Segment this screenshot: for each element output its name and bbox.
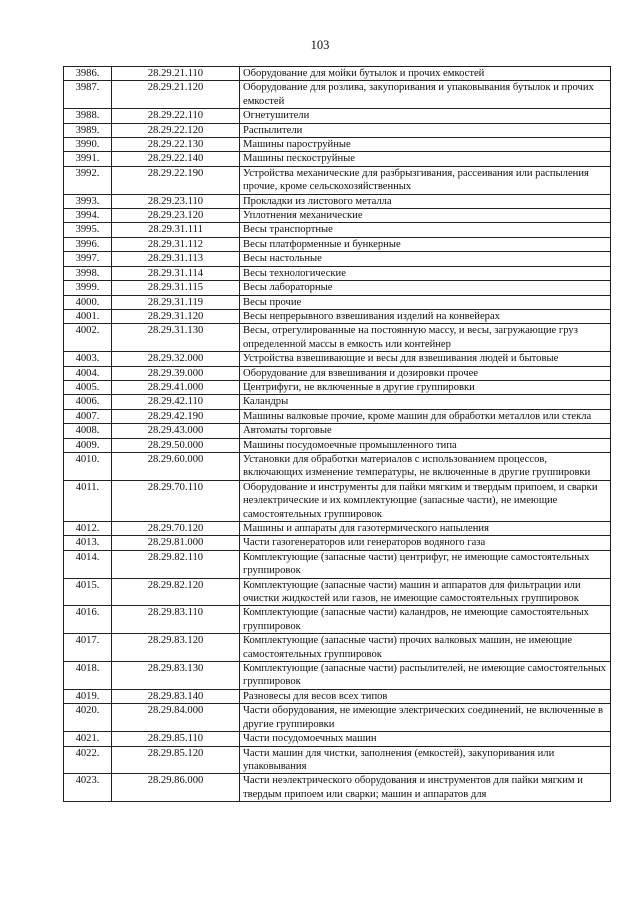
table-row: [64, 689, 611, 703]
table-row: [64, 352, 611, 366]
table-row: [64, 109, 611, 123]
table-row: [64, 152, 611, 166]
code-cell: 28.29.42.110: [112, 395, 240, 409]
row-number-cell: 4015.: [64, 578, 112, 606]
row-number-cell: 4009.: [64, 438, 112, 452]
row-number-cell: 3992.: [64, 166, 112, 194]
row-number-cell: 4001.: [64, 309, 112, 323]
row-number-cell: 4019.: [64, 689, 112, 703]
code-cell: 28.29.32.000: [112, 352, 240, 366]
name-cell: Комплектующие (запасные части) каландров, не имеющие самостоятельных группировок: [240, 606, 611, 634]
table-row: [64, 452, 611, 480]
row-number-cell: 3987.: [64, 81, 112, 109]
name-cell: Весы технологические: [240, 266, 611, 280]
row-number-cell: 3988.: [64, 109, 112, 123]
name-cell: Распылители: [240, 123, 611, 137]
table-row: [64, 295, 611, 309]
name-cell: Весы, отрегулированные на постоянную массу, и весы, загружающие груз определенной массы в емкость или контейнер: [240, 324, 611, 352]
code-cell: 28.29.21.110: [112, 67, 240, 81]
code-cell: 28.29.31.120: [112, 309, 240, 323]
table-row: [64, 774, 611, 802]
code-cell: 28.29.31.113: [112, 252, 240, 266]
name-cell: Весы непрерывного взвешивания изделий на конвейерах: [240, 309, 611, 323]
table-row: [64, 223, 611, 237]
code-cell: 28.29.60.000: [112, 452, 240, 480]
table-row: [64, 424, 611, 438]
page-number: 103: [310, 38, 330, 52]
table-row: [64, 634, 611, 662]
row-number-cell: 3999.: [64, 281, 112, 295]
code-cell: 28.29.39.000: [112, 366, 240, 380]
table-row: [64, 704, 611, 732]
row-number-cell: 4013.: [64, 536, 112, 550]
name-cell: Уплотнения механические: [240, 209, 611, 223]
table-row: [64, 662, 611, 690]
name-cell: Машины и аппараты для газотермического напыления: [240, 522, 611, 536]
row-number-cell: 4008.: [64, 424, 112, 438]
table-row: [64, 606, 611, 634]
table-row: [64, 281, 611, 295]
code-cell: 28.29.31.119: [112, 295, 240, 309]
row-number-cell: 3997.: [64, 252, 112, 266]
row-number-cell: 4014.: [64, 550, 112, 578]
name-cell: Части газогенераторов или генераторов водяного газа: [240, 536, 611, 550]
name-cell: Весы лабораторные: [240, 281, 611, 295]
classification-table: [63, 66, 611, 802]
row-number-cell: 3991.: [64, 152, 112, 166]
row-number-cell: 4005.: [64, 380, 112, 394]
name-cell: Установки для обработки материалов с использованием процессов, включающих изменение температуры, не включенные в другие группировки: [240, 452, 611, 480]
table-row: [64, 480, 611, 521]
code-cell: 28.29.86.000: [112, 774, 240, 802]
row-number-cell: 3986.: [64, 67, 112, 81]
code-cell: 28.29.31.111: [112, 223, 240, 237]
name-cell: Автоматы торговые: [240, 424, 611, 438]
table-row: [64, 380, 611, 394]
name-cell: Комплектующие (запасные части) распылителей, не имеющие самостоятельных группировок: [240, 662, 611, 690]
code-cell: 28.29.84.000: [112, 704, 240, 732]
table-row: [64, 578, 611, 606]
code-cell: 28.29.22.140: [112, 152, 240, 166]
row-number-cell: 3990.: [64, 138, 112, 152]
row-number-cell: 4011.: [64, 480, 112, 521]
code-cell: 28.29.83.130: [112, 662, 240, 690]
code-cell: 28.29.82.110: [112, 550, 240, 578]
code-cell: 28.29.22.120: [112, 123, 240, 137]
table-body: [64, 67, 611, 802]
name-cell: Устройства механические для разбрызгивания, рассеивания или распыления прочие, кроме сельскохозяйственных: [240, 166, 611, 194]
code-cell: 28.29.83.120: [112, 634, 240, 662]
row-number-cell: 4020.: [64, 704, 112, 732]
row-number-cell: 4023.: [64, 774, 112, 802]
code-cell: 28.29.70.120: [112, 522, 240, 536]
name-cell: Устройства взвешивающие и весы для взвешивания людей и бытовые: [240, 352, 611, 366]
table-row: [64, 237, 611, 251]
code-cell: 28.29.23.120: [112, 209, 240, 223]
name-cell: Весы прочие: [240, 295, 611, 309]
table-row: [64, 746, 611, 774]
table-row: [64, 550, 611, 578]
code-cell: 28.29.43.000: [112, 424, 240, 438]
table-row: [64, 67, 611, 81]
table-row: [64, 309, 611, 323]
name-cell: Части неэлектрического оборудования и инструментов для пайки мягким и твердым припоем или сварки; машин и аппаратов для: [240, 774, 611, 802]
name-cell: Огнетушители: [240, 109, 611, 123]
name-cell: Комплектующие (запасные части) прочих валковых машин, не имеющие самостоятельных группировок: [240, 634, 611, 662]
code-cell: 28.29.83.140: [112, 689, 240, 703]
table-row: [64, 395, 611, 409]
row-number-cell: 4022.: [64, 746, 112, 774]
name-cell: Части машин для чистки, заполнения (емкостей), закупоривания или упаковывания: [240, 746, 611, 774]
code-cell: 28.29.21.120: [112, 81, 240, 109]
name-cell: Весы настольные: [240, 252, 611, 266]
code-cell: 28.29.31.115: [112, 281, 240, 295]
code-cell: 28.29.42.190: [112, 409, 240, 423]
row-number-cell: 4000.: [64, 295, 112, 309]
row-number-cell: 3995.: [64, 223, 112, 237]
name-cell: Весы транспортные: [240, 223, 611, 237]
name-cell: Комплектующие (запасные части) центрифуг, не имеющие самостоятельных группировок: [240, 550, 611, 578]
code-cell: 28.29.31.114: [112, 266, 240, 280]
table-row: [64, 536, 611, 550]
row-number-cell: 4012.: [64, 522, 112, 536]
name-cell: Оборудование для мойки бутылок и прочих емкостей: [240, 67, 611, 81]
table-row: [64, 194, 611, 208]
name-cell: Центрифуги, не включенные в другие группировки: [240, 380, 611, 394]
name-cell: Оборудование для взвешивания и дозировки прочее: [240, 366, 611, 380]
row-number-cell: 3996.: [64, 237, 112, 251]
row-number-cell: 4010.: [64, 452, 112, 480]
table-row: [64, 366, 611, 380]
table-row: [64, 522, 611, 536]
code-cell: 28.29.22.110: [112, 109, 240, 123]
table-row: [64, 409, 611, 423]
table-row: [64, 123, 611, 137]
table-row: [64, 166, 611, 194]
code-cell: 28.29.83.110: [112, 606, 240, 634]
name-cell: Оборудование и инструменты для пайки мягким и твердым припоем, и сварки неэлектрические и их комплектующие (запасные части), не имеющие самостоятельных группировок: [240, 480, 611, 521]
table-row: [64, 266, 611, 280]
name-cell: Разновесы для весов всех типов: [240, 689, 611, 703]
code-cell: 28.29.22.130: [112, 138, 240, 152]
code-cell: 28.29.31.130: [112, 324, 240, 352]
row-number-cell: 4016.: [64, 606, 112, 634]
name-cell: Комплектующие (запасные части) машин и аппаратов для фильтрации или очистки жидкостей или газов, не имеющие самостоятельных группировок: [240, 578, 611, 606]
name-cell: Части оборудования, не имеющие электрических соединений, не включенные в другие группировки: [240, 704, 611, 732]
table-row: [64, 324, 611, 352]
table-row: [64, 438, 611, 452]
table-row: [64, 138, 611, 152]
table-row: [64, 732, 611, 746]
row-number-cell: 3998.: [64, 266, 112, 280]
row-number-cell: 3994.: [64, 209, 112, 223]
code-cell: 28.29.31.112: [112, 237, 240, 251]
code-cell: 28.29.81.000: [112, 536, 240, 550]
name-cell: Каландры: [240, 395, 611, 409]
row-number-cell: 4006.: [64, 395, 112, 409]
code-cell: 28.29.41.000: [112, 380, 240, 394]
code-cell: 28.29.23.110: [112, 194, 240, 208]
name-cell: Машины валковые прочие, кроме машин для обработки металлов или стекла: [240, 409, 611, 423]
name-cell: Машины пескоструйные: [240, 152, 611, 166]
row-number-cell: 4018.: [64, 662, 112, 690]
name-cell: Прокладки из листового металла: [240, 194, 611, 208]
row-number-cell: 4007.: [64, 409, 112, 423]
row-number-cell: 3989.: [64, 123, 112, 137]
name-cell: Машины пароструйные: [240, 138, 611, 152]
name-cell: Машины посудомоечные промышленного типа: [240, 438, 611, 452]
code-cell: 28.29.50.000: [112, 438, 240, 452]
row-number-cell: 4021.: [64, 732, 112, 746]
row-number-cell: 4017.: [64, 634, 112, 662]
table-row: [64, 252, 611, 266]
name-cell: Весы платформенные и бункерные: [240, 237, 611, 251]
code-cell: 28.29.85.110: [112, 732, 240, 746]
code-cell: 28.29.82.120: [112, 578, 240, 606]
name-cell: Оборудование для розлива, закупоривания и упаковывания бутылок и прочих емкостей: [240, 81, 611, 109]
row-number-cell: 4004.: [64, 366, 112, 380]
table-row: [64, 81, 611, 109]
code-cell: 28.29.85.120: [112, 746, 240, 774]
code-cell: 28.29.70.110: [112, 480, 240, 521]
row-number-cell: 4002.: [64, 324, 112, 352]
code-cell: 28.29.22.190: [112, 166, 240, 194]
table-row: [64, 209, 611, 223]
name-cell: Части посудомоечных машин: [240, 732, 611, 746]
row-number-cell: 4003.: [64, 352, 112, 366]
row-number-cell: 3993.: [64, 194, 112, 208]
